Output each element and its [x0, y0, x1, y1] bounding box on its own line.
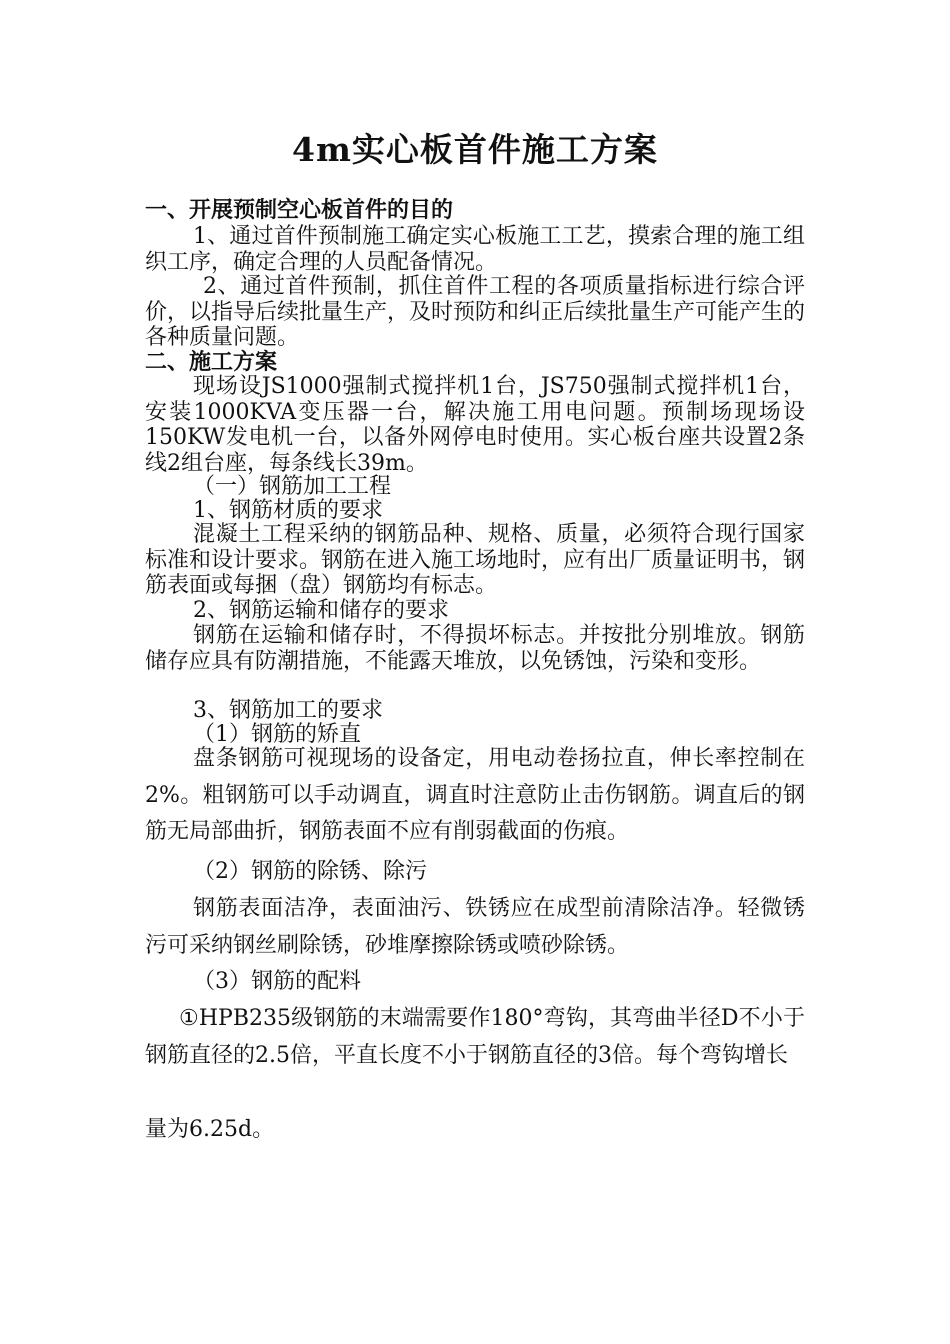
item-1-text: 混凝土工程采纳的钢筋品种、规格、质量，必须符合现行国家标准和设计要求。钢筋在进入施工场地时，应有出厂质量证明书，钢筋表面或每捆（盘）钢筋均有标志。: [145, 522, 806, 598]
document-title: 4m实心板首件施工方案: [292, 130, 658, 169]
section-1-heading: 一、开展预制空心板首件的目的: [145, 197, 454, 223]
item-3-sub-1-text: 盘条钢筋可视现场的设备定，用电动卷扬拉直，伸长率控制在2%。粗钢筋可以手动调直，调直时注意防止击伤钢筋。调直后的钢筋无局部曲折，钢筋表面不应有削弱截面的伤痕。: [145, 746, 805, 844]
section-2-heading: 二、施工方案: [145, 349, 278, 375]
item-3-sub-3-text: ①HPB235级钢筋的末端需要作180°弯钩，其弯曲半径D不小于钢筋直径的2.5倍，平直长度不小于钢筋直径的3倍。每个弯钩增长: [145, 1006, 805, 1068]
item-3-sub-1-heading: （1）钢筋的矫直: [193, 722, 361, 747]
subsection-1-heading: （一）钢筋加工工程: [193, 474, 392, 499]
item-3-sub-2-heading: （2）钢筋的除锈、除污: [193, 859, 427, 884]
section-2-paragraph-1: 现场设JS1000强制式搅拌机1台，JS750强制式搅拌机1台，安装1000KVA变压器一台，解决施工用电问题。预制场现场设150KW发电机一台，以备外网停电时使用。实心板台座共设置2条线2组台座，每条线长39m。: [145, 374, 805, 476]
item-3-sub-3-heading: （3）钢筋的配料: [193, 969, 361, 994]
item-1-heading: 1、钢筋材质的要求: [193, 498, 383, 523]
section-1-paragraph-2: 2、通过首件预制，抓住首件工程的各项质量指标进行综合评价，以指导后续批量生产，及时预防和纠正后续批量生产可能产生的各种质量问题。: [145, 274, 806, 350]
item-3-sub-2-text: 钢筋表面洁净，表面油污、铁锈应在成型前清除洁净。轻微锈污可采纳钢丝刷除锈，砂堆摩擦除锈或喷砂除锈。: [145, 896, 805, 958]
item-3-heading: 3、钢筋加工的要求: [193, 698, 383, 723]
item-3-sub-3-tail: 量为6.25d。: [145, 1117, 275, 1142]
item-2-heading: 2、钢筋运输和储存的要求: [193, 598, 449, 623]
section-1-paragraph-1: 1、通过首件预制施工确定实心板施工工艺，摸索合理的施工组织工序，确定合理的人员配备情况。: [145, 224, 805, 275]
item-2-text: 钢筋在运输和储存时，不得损坏标志。并按批分别堆放。钢筋储存应具有防潮措施，不能露天堆放，以免锈蚀，污染和变形。: [145, 623, 805, 674]
